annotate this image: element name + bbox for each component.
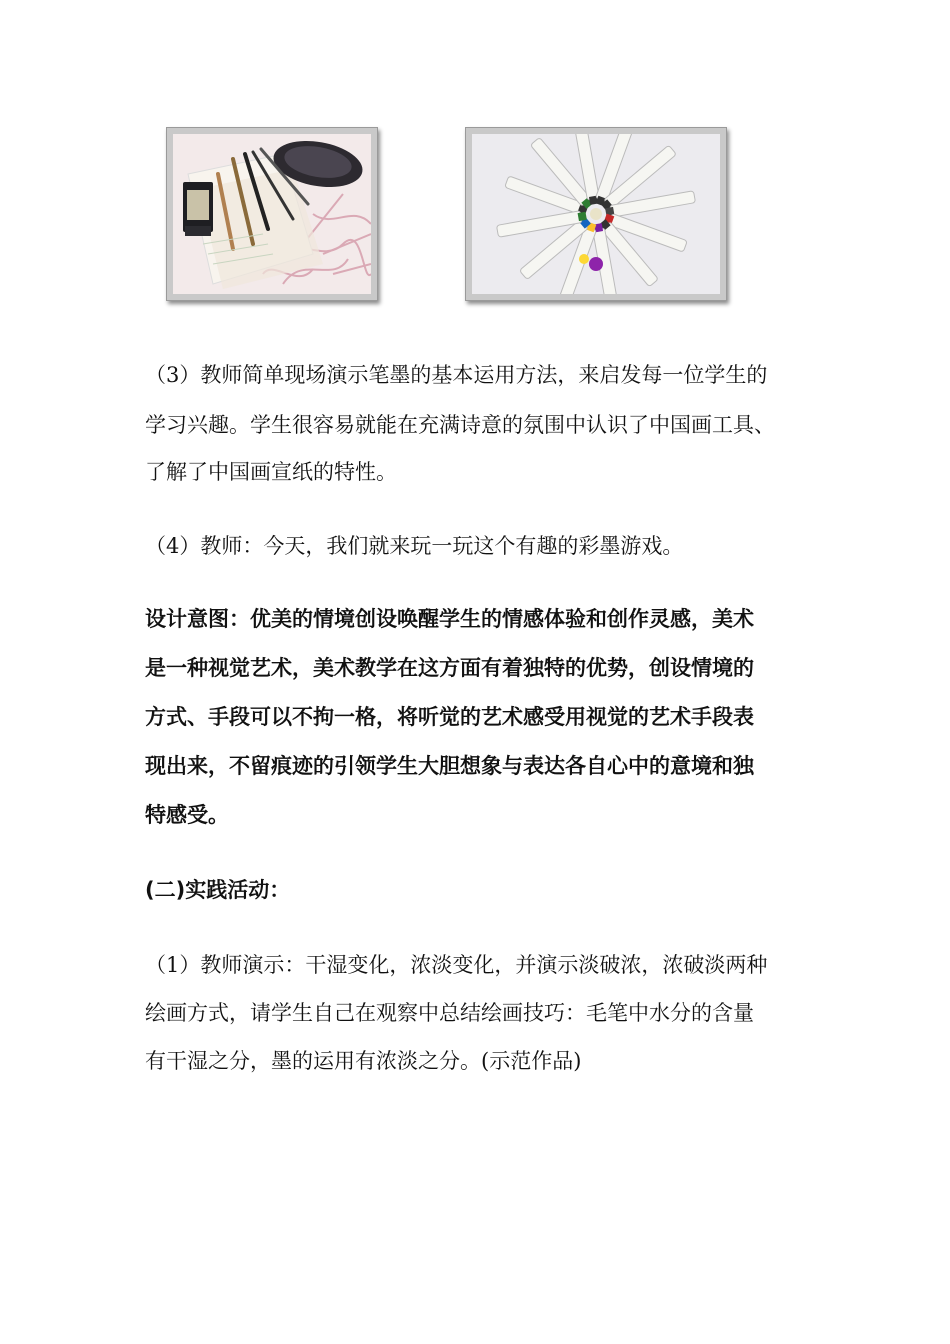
paragraph-line: 了解了中国画宣纸的特性。: [145, 460, 397, 484]
paragraph-line: 有干湿之分，墨的运用有浓淡之分。(示范作品): [145, 1049, 582, 1073]
section-heading-practice: (二)实践活动：: [145, 878, 291, 902]
paragraph-line: （4）教师：今天，我们就来玩一玩这个有趣的彩墨游戏。: [145, 534, 684, 558]
paint-tubes-photo: [465, 127, 727, 301]
paragraph-line: 是一种视觉艺术，美术教学在这方面有着独特的优势，创设情境的: [145, 656, 754, 680]
paragraph-line: （3）教师简单现场演示笔墨的基本运用方法，来启发每一位学生的: [145, 363, 768, 387]
paint-tubes-illustration: [472, 134, 720, 294]
paragraph-line: 方式、手段可以不拘一格，将听觉的艺术感受用视觉的艺术手段表: [145, 705, 754, 729]
paragraph-line: （1）教师演示：干湿变化，浓淡变化，并演示淡破浓，浓破淡两种: [145, 953, 768, 977]
paragraph-line: 绘画方式，请学生自己在观察中总结绘画技巧：毛笔中水分的含量: [145, 1001, 754, 1025]
paragraph-line: 设计意图：优美的情境创设唤醒学生的情感体验和创作灵感，美术: [145, 607, 754, 631]
paragraph-line: 现出来，不留痕迹的引领学生大胆想象与表达各自心中的意境和独: [145, 754, 754, 778]
paragraph-line: 特感受。: [145, 803, 229, 827]
chinese-painting-tools-illustration: [173, 134, 371, 294]
chinese-painting-tools-photo: [166, 127, 378, 301]
paragraph-line: 学习兴趣。学生很容易就能在充满诗意的氛围中认识了中国画工具、: [145, 413, 775, 437]
